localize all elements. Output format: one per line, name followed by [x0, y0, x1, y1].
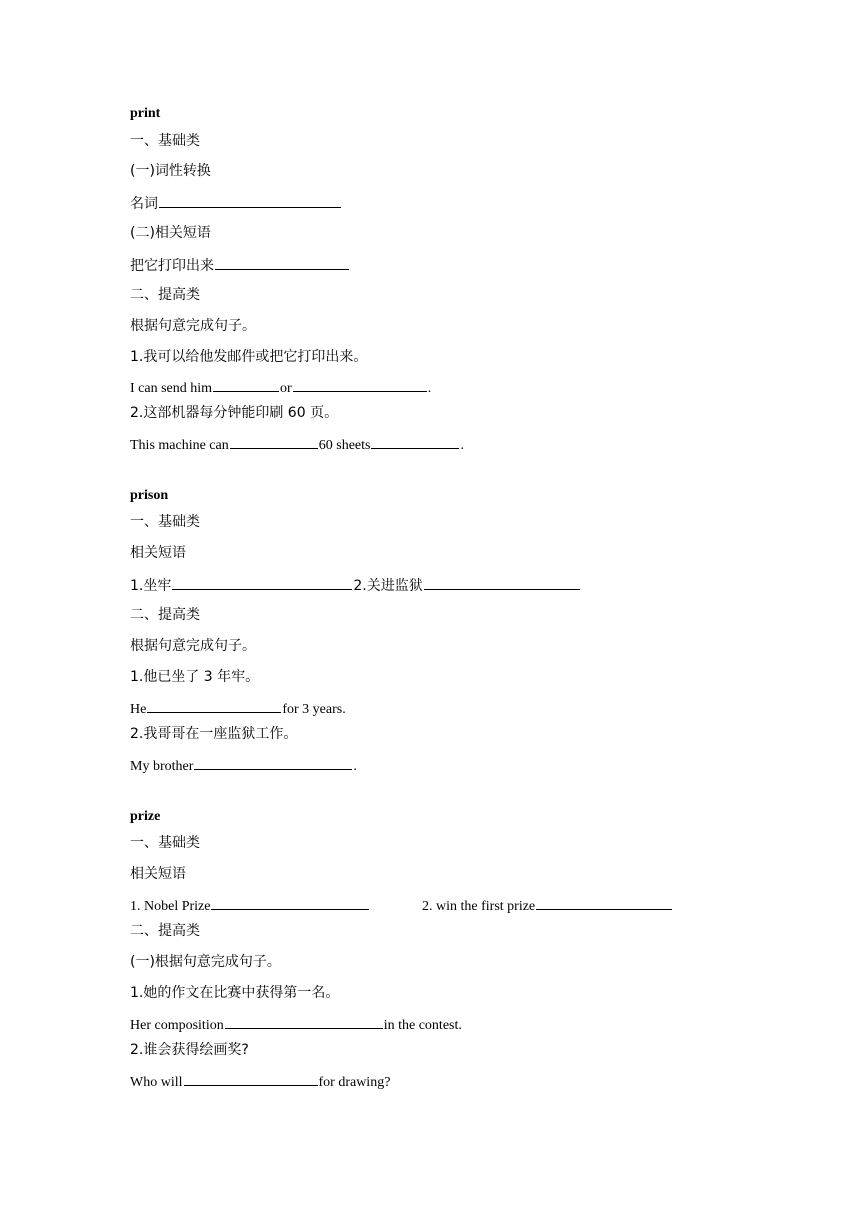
question-en: [130, 698, 346, 719]
phrase-label: 2.关进监狱: [353, 578, 423, 594]
answer-blank[interactable]: [172, 575, 352, 590]
sentence-part: Who will: [130, 1075, 183, 1090]
basic-title: 一、基础类: [130, 835, 200, 851]
subsection-title: 相关短语: [130, 866, 186, 882]
answer-blank[interactable]: [211, 895, 369, 910]
sentence-part: Her composition: [130, 1018, 224, 1033]
sentence-part: .: [353, 759, 357, 774]
answer-blank[interactable]: [147, 698, 281, 713]
phrase-line: [130, 255, 350, 275]
question-cn: 2.谁会获得绘画奖?: [130, 1042, 249, 1058]
sentence-part: He: [130, 702, 147, 717]
basic-title: 一、基础类: [130, 514, 200, 530]
question-en: [130, 1014, 462, 1035]
basic-title: 一、基础类: [130, 133, 200, 149]
answer-blank[interactable]: [536, 895, 672, 910]
phrase-label: 1.坐牢: [130, 578, 172, 594]
answer-blank[interactable]: [293, 377, 427, 392]
subsection-title: 相关短语: [130, 545, 186, 561]
question-cn: 1.她的作文在比赛中获得第一名。: [130, 985, 340, 1001]
phrase-line: [130, 575, 581, 595]
question-cn: 2.这部机器每分钟能印刷 60 页。: [130, 405, 339, 421]
subsection-title: (一)词性转换: [130, 163, 211, 179]
word-heading-prison: prison: [130, 488, 169, 503]
phrase-label: 1. Nobel Prize: [130, 899, 211, 914]
noun-line: [130, 193, 342, 213]
sentence-part: or: [280, 381, 292, 396]
word-heading-print: print: [130, 106, 161, 121]
word-heading-prize: prize: [130, 809, 161, 824]
question-en: [130, 1071, 390, 1092]
answer-blank[interactable]: [184, 1071, 318, 1086]
answer-blank[interactable]: [215, 255, 349, 270]
sentence-part: .: [460, 438, 464, 453]
question-cn: 2.我哥哥在一座监狱工作。: [130, 726, 298, 742]
question-en: [130, 755, 357, 776]
sentence-part: for drawing?: [318, 1075, 391, 1090]
question-cn: 1.我可以给他发邮件或把它打印出来。: [130, 349, 368, 365]
sentence-part: My brother: [130, 759, 194, 774]
sentence-part: This machine can: [130, 438, 229, 453]
phrase-label: 把它打印出来: [130, 258, 214, 274]
advanced-title: 二、提高类: [130, 287, 200, 303]
phrase-label: 2. win the first prize: [422, 899, 536, 914]
question-en: [130, 434, 464, 455]
phrase-line: [130, 895, 370, 916]
subsection-title: (一)根据句意完成句子。: [130, 954, 281, 970]
sentence-part: 60 sheets: [318, 438, 371, 453]
phrase-line: [422, 895, 673, 916]
sentence-part: for 3 years.: [282, 702, 346, 717]
sentence-part: .: [427, 381, 432, 396]
answer-blank[interactable]: [371, 434, 459, 449]
answer-blank[interactable]: [194, 755, 352, 770]
sentence-part: I can send him: [130, 381, 213, 396]
answer-blank[interactable]: [230, 434, 318, 449]
noun-label: 名词: [130, 196, 158, 212]
sentence-part: in the contest.: [383, 1018, 462, 1033]
answer-blank[interactable]: [225, 1014, 383, 1029]
question-en: [130, 377, 431, 398]
answer-blank[interactable]: [159, 193, 341, 208]
question-cn: 1.他已坐了 3 年牢。: [130, 669, 260, 685]
instruction: 根据句意完成句子。: [130, 318, 256, 334]
answer-blank[interactable]: [213, 377, 279, 392]
subsection-title: (二)相关短语: [130, 225, 211, 241]
advanced-title: 二、提高类: [130, 607, 200, 623]
answer-blank[interactable]: [424, 575, 580, 590]
advanced-title: 二、提高类: [130, 923, 200, 939]
instruction: 根据句意完成句子。: [130, 638, 256, 654]
